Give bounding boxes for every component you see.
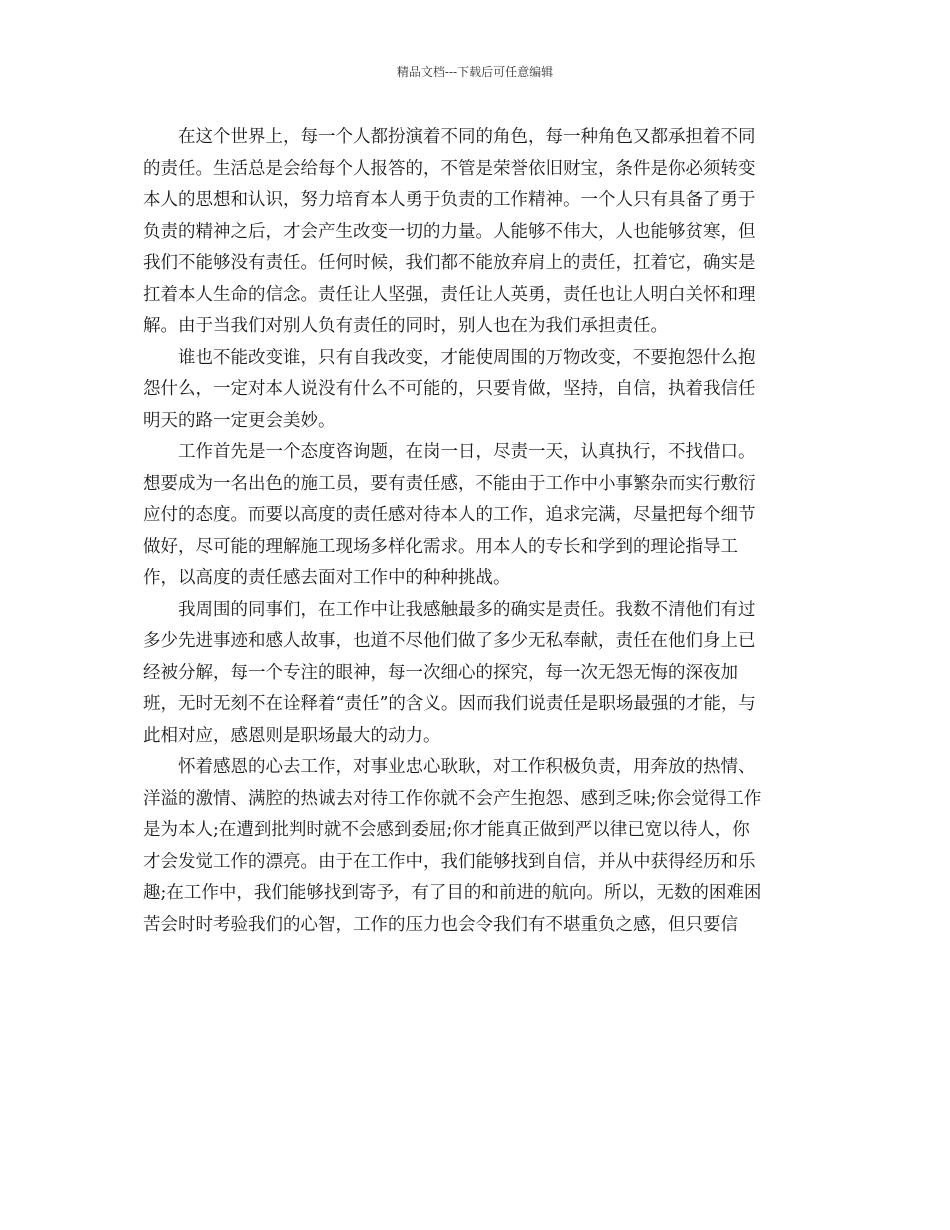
text-line: 我周围的同事们，在工作中让我感触最多的确实是责任。我数不清他们有过 [178, 599, 756, 620]
paragraph-5 [143, 752, 807, 941]
text-line: 的责任。生活总是会给每个人报答的，不管是荣誉依旧财宝，条件是你必须转变 [143, 158, 756, 179]
text-line: 我们不能够没有责任。任何时候，我们都不能放弃肩上的责任，扛着它，确实是 [143, 253, 756, 273]
text-line: 解。由于当我们对别人负有责任的同时，别人也在为我们承担责任。 [143, 316, 668, 336]
text-line: 做好，尽可能的理解施工现场多样化需求。用本人的专长和学到的理论指导工 [143, 536, 738, 557]
paragraph-3 [143, 437, 807, 595]
paragraph-4 [143, 595, 807, 753]
text-line: 趣;在工作中，我们能够找到寄予，有了目的和前进的航向。所以，无数的困难困 [143, 883, 762, 903]
text-line: 扛着本人生命的信念。责任让人坚强，责任让人英勇，责任也让人明白关怀和理 [143, 284, 756, 305]
page-header: 精品文档---下载后可任意编辑 [396, 65, 554, 79]
text-line: 谁也不能改变谁，只有自我改变，才能使周围的万物改变，不要抱怨什么抱 [178, 347, 756, 368]
text-line: 经被分解，每一个专注的眼神，每一次细心的探究，每一次无怨无悔的深夜加 [143, 662, 738, 683]
text-line: 本人的思想和认识，努力培育本人勇于负责的工作精神。一个人只有具备了勇于 [143, 190, 756, 210]
paragraph-2 [143, 343, 807, 438]
text-line: 是为本人;在遭到批判时就不会感到委屈;你才能真正做到严以律已宽以待人，你 [143, 820, 750, 840]
text-line: 作，以高度的责任感去面对工作中的种种挑战。 [143, 568, 511, 588]
text-line: 明天的路一定更会美妙。 [143, 410, 336, 431]
text-line: 负责的精神之后，才会产生改变一切的力量。人能够不伟大，人也能够贫寒，但 [143, 221, 756, 242]
text-line: 怀着感恩的心去工作，对事业忠心耿耿，对工作积极负责，用奔放的热情、 [178, 757, 756, 777]
text-line: 在这个世界上，每一个人都扮演着不同的角色，每一种角色又都承担着不同 [178, 127, 756, 147]
text-line: 多少先进事迹和感人故事，也道不尽他们做了多少无私奉献，责任在他们身上已 [143, 631, 756, 651]
text-line: 才会发觉工作的漂亮。由于在工作中，我们能够找到自信，并从中获得经历和乐 [143, 851, 756, 872]
text-line: 想要成为一名出色的施工员，要有责任感，不能由于工作中小事繁杂而实行敷衍 [143, 473, 756, 494]
text-line: 应付的态度。而要以高度的责任感对待本人的工作，追求完满，尽量把每个细节 [143, 505, 756, 525]
text-line: 班，无时无刻不在诠释着“责任”的含义。因而我们说责任是职场最强的才能，与 [143, 694, 756, 714]
text-line: 洋溢的激情、满腔的热诚去对待工作你就不会产生抱怨、感到乏味;你会觉得工作 [143, 788, 762, 809]
document-body [143, 122, 807, 941]
text-line: 此相对应，感恩则是职场最大的动力。 [143, 725, 441, 746]
paragraph-1 [143, 122, 807, 343]
text-line: 工作首先是一个态度咨询题，在岗一日，尽责一天，认真执行，不找借口。 [178, 442, 756, 462]
text-line: 苦会时时考验我们的心智，工作的压力也会令我们有不堪重负之感，但只要信 [143, 914, 738, 935]
text-line: 怨什么，一定对本人说没有什么不可能的，只要肯做，坚持，自信，执着我信任 [143, 379, 756, 399]
